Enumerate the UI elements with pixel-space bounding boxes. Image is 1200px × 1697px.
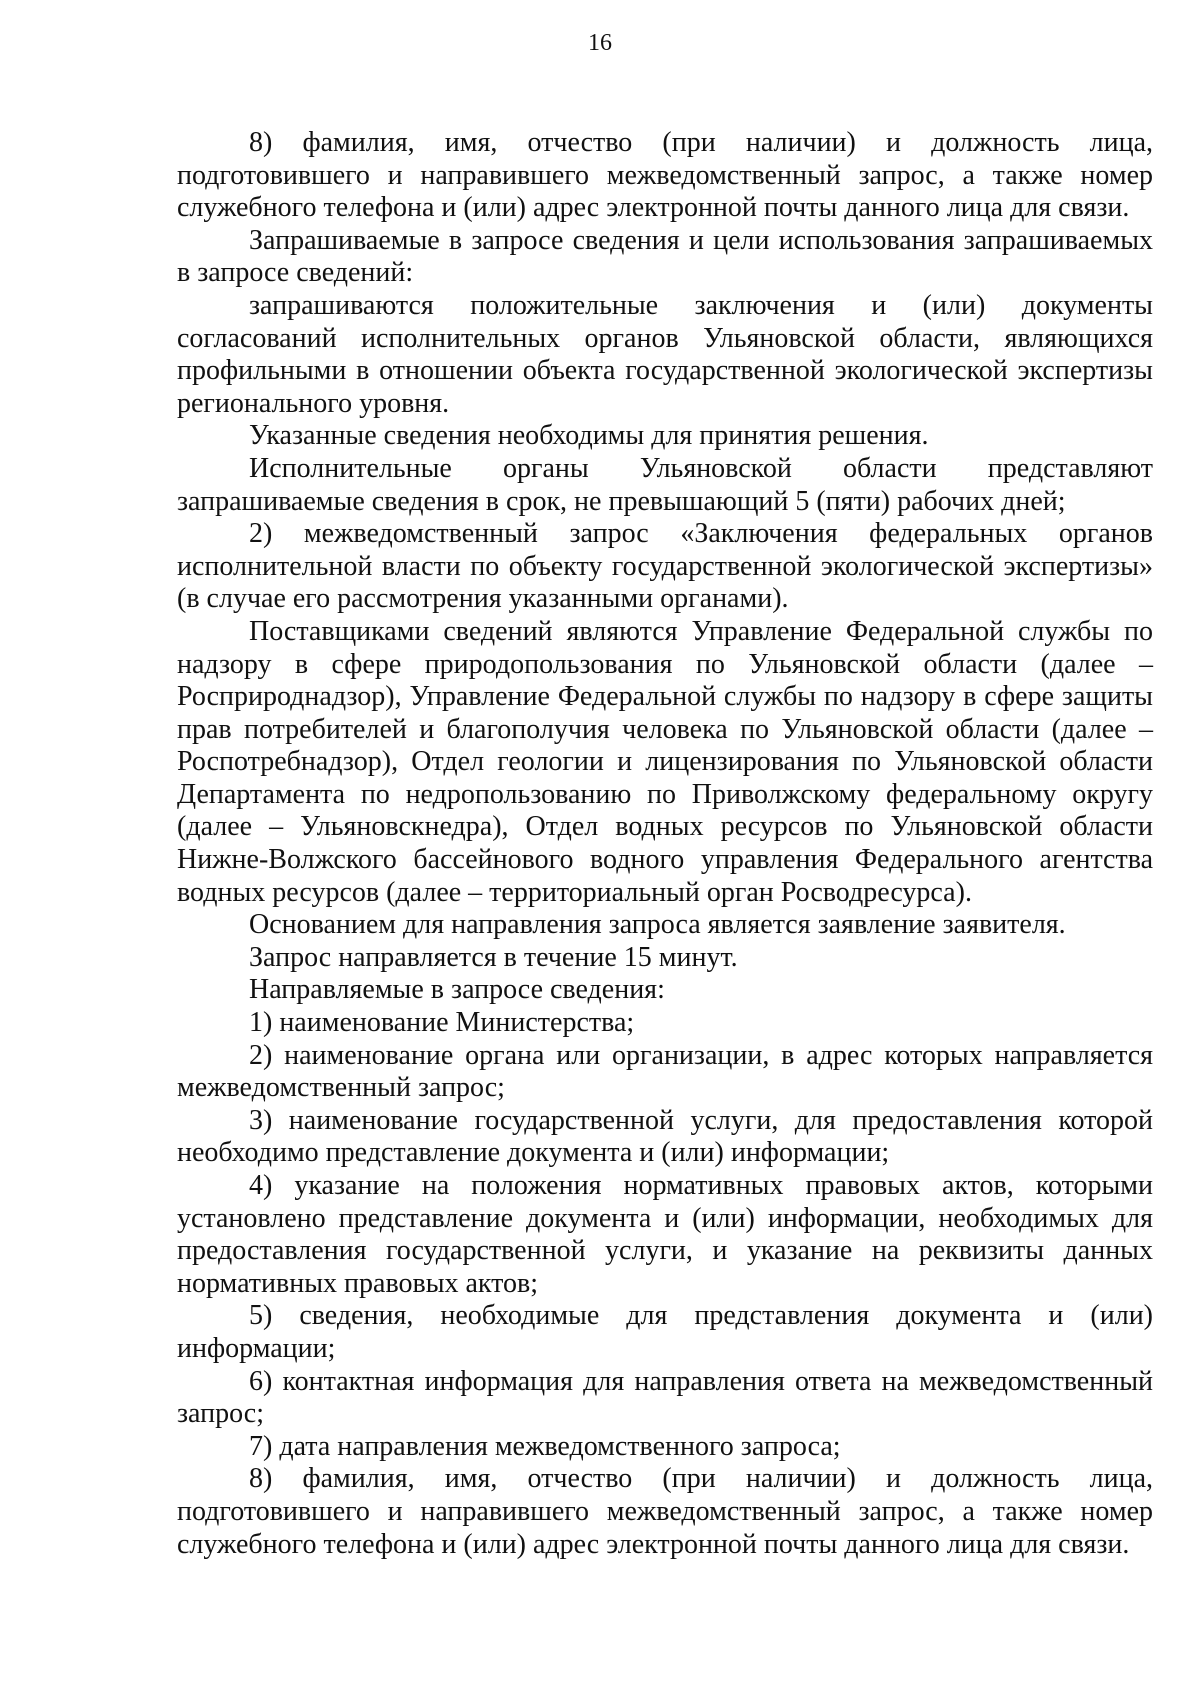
paragraph-info-needed-for-decision: Указанные сведения необходимы для принятия решения. bbox=[249, 420, 929, 452]
paragraph-sent-info-heading: Направляемые в запросе сведения: bbox=[249, 974, 665, 1006]
list-item-8-preparer-details: 8) фамилия, имя, отчество (при наличии) и должность лица, подготовившего и направившего межведомственный запрос, а также номер служебного телефона и (или) адрес электронной почты данного лица для связи. bbox=[177, 1463, 1153, 1560]
page-number: 16 bbox=[588, 30, 612, 56]
document-body bbox=[177, 127, 1153, 1561]
list-item-4-legal-acts: 4) указание на положения нормативных правовых актов, которыми установлено представление документа и (или) информации, необходимых для предоставления государственной услуги, и указание на реквизиты данных нормативных правовых актов; bbox=[177, 1170, 1153, 1299]
paragraph-request-basis: Основанием для направления запроса является заявление заявителя. bbox=[249, 909, 1066, 941]
list-item-6-contact-info: 6) контактная информация для направления ответа на межведомственный запрос; bbox=[177, 1365, 1153, 1430]
list-item-1-ministry-name: 1) наименование Министерства; bbox=[249, 1007, 635, 1039]
list-item-5-required-details: 5) сведения, необходимые для представления документа и (или) информации; bbox=[177, 1300, 1153, 1364]
list-item-2-organization-name: 2) наименование органа или организации, в адрес которых направляется межведомственный запрос; bbox=[177, 1039, 1153, 1104]
paragraph-request-timing: Запрос направляется в течение 15 минут. bbox=[249, 941, 738, 973]
paragraph-response-deadline: Исполнительные органы Ульяновской области представляют запрашиваемые сведения в срок, не превышающий 5 (пяти) рабочих дней; bbox=[177, 452, 1153, 517]
paragraph-info-providers: Поставщиками сведений являются Управление Федеральной службы по надзору в сфере природопользования по Ульяновской области (далее – Росприроднадзор), Управление Федеральной службы по надзору в сфере защиты прав потребителей и благополучия человека по Ульяновской области (далее – Роспотребнадзор), Отдел геологии и лицензирования по Ульяновской области Департамента по недропользованию по Приволжскому федеральному округу (далее – Ульяновскнедра), Отдел водных ресурсов по Ульяновской области Нижне-Волжского бассейнового водного управления Федерального агентства водных ресурсов (далее – территориальный орган Росводресурса). bbox=[177, 615, 1153, 908]
paragraph-requested-info-purpose: Запрашиваемые в запросе сведения и цели использования запрашиваемых в запросе сведений: bbox=[177, 224, 1153, 289]
paragraph-item-8-contact: 8) фамилия, имя, отчество (при наличии) и должность лица, подготовившего и направившего межведомственный запрос, а также номер служебного телефона и (или) адрес электронной почты данного лица для связи. bbox=[177, 127, 1153, 224]
list-item-7-request-date: 7) дата направления межведомственного запроса; bbox=[249, 1430, 841, 1462]
paragraph-requested-conclusions: запрашиваются положительные заключения и (или) документы согласований исполнительных органов Ульяновской области, являющихся профильными в отношении объекта государственной экологической экспертизы регионального уровня. bbox=[177, 289, 1153, 419]
list-item-3-service-name: 3) наименование государственной услуги, для предоставления которой необходимо представление документа и (или) информации; bbox=[177, 1104, 1153, 1169]
paragraph-item-2-federal-request: 2) межведомственный запрос «Заключения федеральных органов исполнительной власти по объекту государственной экологической экспертизы» (в случае его рассмотрения указанными органами). bbox=[177, 518, 1153, 615]
